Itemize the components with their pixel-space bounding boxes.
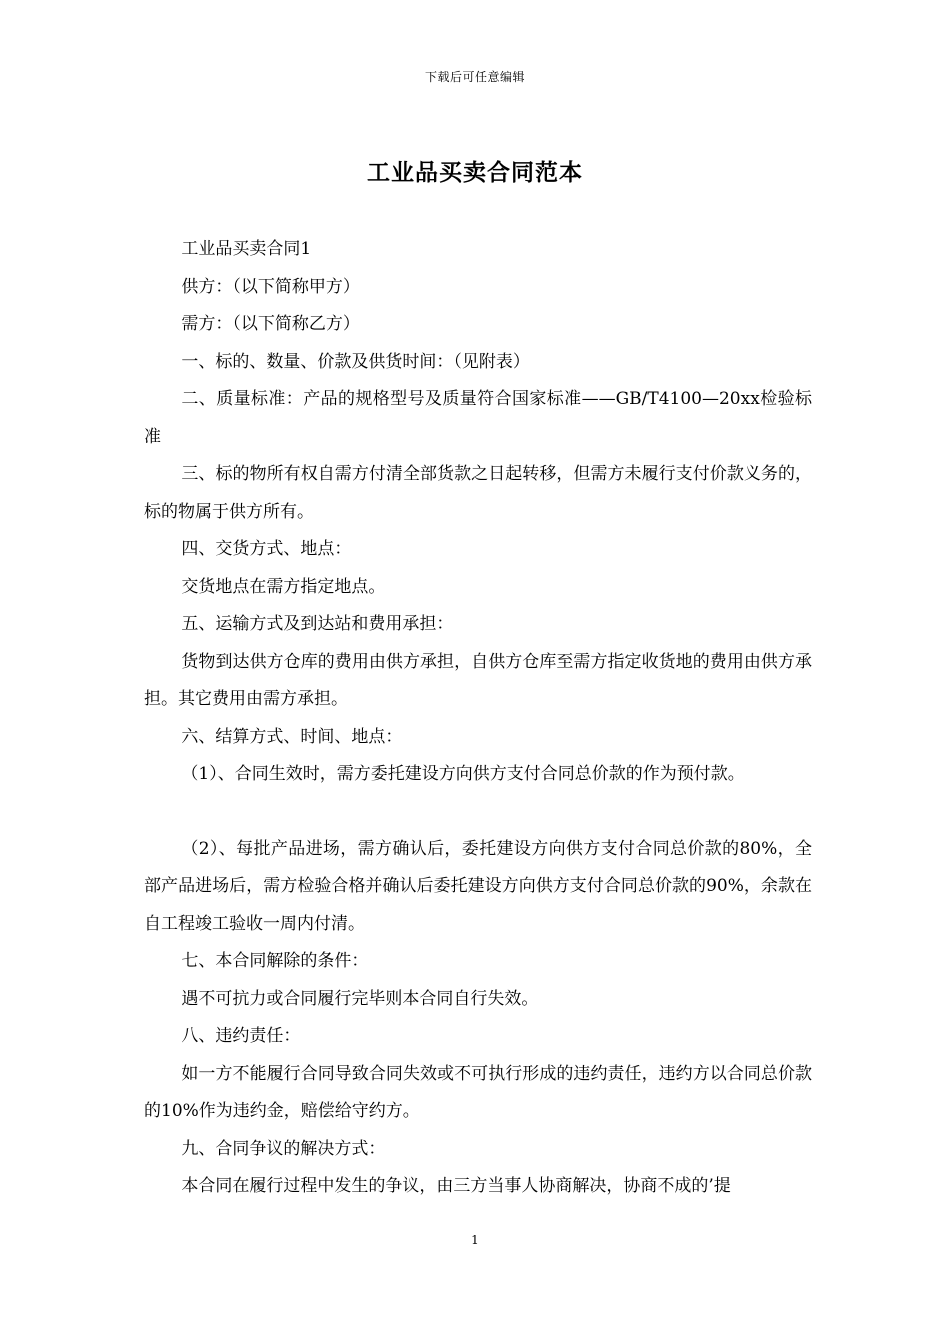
paragraph-clause-6-item-1: （1）、合同生效时，需方委托建设方向供方支付合同总价款的作为预付款。 xyxy=(181,764,745,784)
document-title: 工业品买卖合同范本 xyxy=(367,159,583,186)
paragraph-clause-2: 二、质量标准：产品的规格型号及质量符合国家标准——GB/T4100—20xx检验标准 xyxy=(144,389,812,447)
paragraph-supplier: 供方：（以下简称甲方） xyxy=(181,276,360,297)
paragraph-clause-5: 五、运输方式及到达站和费用承担： xyxy=(181,614,454,634)
paragraph-clause-3: 三、标的物所有权自需方付清全部货款之日起转移，但需方未履行支付价款义务的，标的物属于供方所有。 xyxy=(144,464,812,522)
paragraph-clause-8-detail: 如一方不能履行合同导致合同失效或不可执行形成的违约责任，违约方以合同总价款的10%作为违约金，赔偿给守约方。 xyxy=(144,1063,812,1121)
paragraph-buyer: 需方：（以下简称乙方） xyxy=(181,314,360,334)
paragraph-clause-9: 九、合同争议的解决方式： xyxy=(181,1138,386,1159)
paragraph-contract-heading: 工业品买卖合同1 xyxy=(181,239,312,259)
paragraph-clause-9-detail: 本合同在履行过程中发生的争议，由三方当事人协商解决，协商不成的’提 xyxy=(181,1176,731,1196)
page-number: 1 xyxy=(471,1233,479,1247)
paragraph-clause-1: 一、标的、数量、价款及供货时间：（见附表） xyxy=(181,351,530,372)
paragraph-clause-4-detail: 交货地点在需方指定地点。 xyxy=(181,576,386,597)
paragraph-clause-6-item-2: （2）、每批产品进场，需方确认后，委托建设方向供方支付合同总价款的80%，全部产品进场后，需方检验合格并确认后委托建设方向供方支付合同总价款的90%，余款在自工程竣工验收一周内付清。 xyxy=(144,838,812,934)
header-note: 下载后可任意编辑 xyxy=(424,70,525,84)
paragraph-clause-7-detail: 遇不可抗力或合同履行完毕则本合同自行失效。 xyxy=(181,988,539,1009)
paragraph-clause-5-detail: 货物到达供方仓库的费用由供方承担，自供方仓库至需方指定收货地的费用由供方承担。其它费用由需方承担。 xyxy=(144,651,812,709)
paragraph-clause-7: 七、本合同解除的条件： xyxy=(181,951,369,971)
paragraph-clause-4: 四、交货方式、地点： xyxy=(181,539,352,559)
document-body xyxy=(144,231,812,1206)
paragraph-clause-6: 六、结算方式、时间、地点： xyxy=(181,726,403,747)
paragraph-clause-8: 八、违约责任： xyxy=(181,1026,301,1046)
